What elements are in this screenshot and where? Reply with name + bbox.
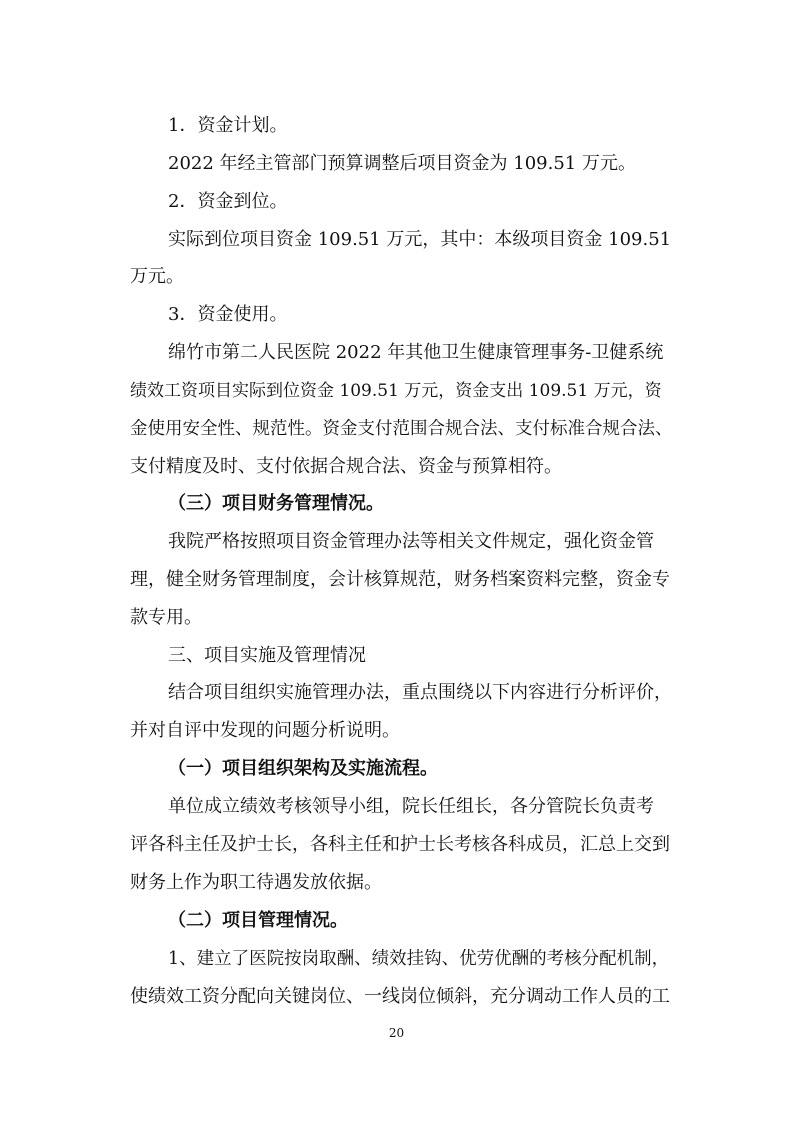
management-line-2: 使绩效工资分配向关键岗位、一线岗位倾斜，充分调动工作人员的工 [130, 986, 670, 1007]
fund-use-line-2: 绩效工资项目实际到位资金 109.51 万元，资金支出 109.51 万元，资 [130, 381, 662, 401]
finance-line-1: 我院严格按照项目资金管理办法等相关文件规定，强化资金管 [168, 531, 654, 552]
fund-arrival-line-2: 万元。 [130, 266, 184, 287]
organization-line-1: 单位成立绩效考核领导小组，院长任组长，各分管院长负责考 [168, 796, 654, 817]
fund-use-line-4: 支付精度及时、支付依据合规合法、资金与预算相符。 [130, 456, 562, 477]
management-line-1: 1、建立了医院按岗取酬、绩效挂钩、优劳优酬的考核分配机制， [168, 949, 670, 969]
fund-use-line-1: 绵竹市第二人民医院 2022 年其他卫生健康管理事务-卫健系统 [168, 342, 664, 363]
fund-plan-heading: 1．资金计划。 [168, 115, 288, 136]
implementation-line-1: 结合项目组织实施管理办法，重点围绕以下内容进行分析评价， [168, 682, 672, 703]
organization-line-3: 财务上作为职工待遇发放依据。 [130, 872, 382, 893]
implementation-heading: 三、项目实施及管理情况 [168, 645, 366, 666]
fund-use-heading: 3．资金使用。 [168, 304, 288, 325]
finance-section-heading: （三）项目财务管理情况。 [168, 493, 384, 514]
finance-line-2: 理，健全财务管理制度，会计核算规范，财务档案资料完整，资金专 [130, 569, 670, 590]
fund-plan-text: 2022 年经主管部门预算调整后项目资金为 109.51 万元。 [168, 153, 636, 174]
fund-arrival-line-1: 实际到位项目资金 109.51 万元，其中：本级项目资金 109.51 [168, 229, 672, 250]
fund-use-line-3: 金使用安全性、规范性。资金支付范围合规合法、支付标准合规合法、 [130, 419, 673, 439]
page-number: 20 [388, 1026, 405, 1040]
implementation-line-2: 并对自评中发现的问题分析说明。 [130, 720, 400, 741]
organization-line-2: 评各科主任及护士长，各科主任和护士长考核各科成员，汇总上交到 [130, 834, 670, 855]
organization-section-heading: （一）项目组织架构及实施流程。 [168, 758, 438, 779]
fund-arrival-heading: 2．资金到位。 [168, 191, 288, 212]
finance-line-3: 款专用。 [130, 607, 202, 628]
management-section-heading: （二）项目管理情况。 [168, 910, 348, 931]
